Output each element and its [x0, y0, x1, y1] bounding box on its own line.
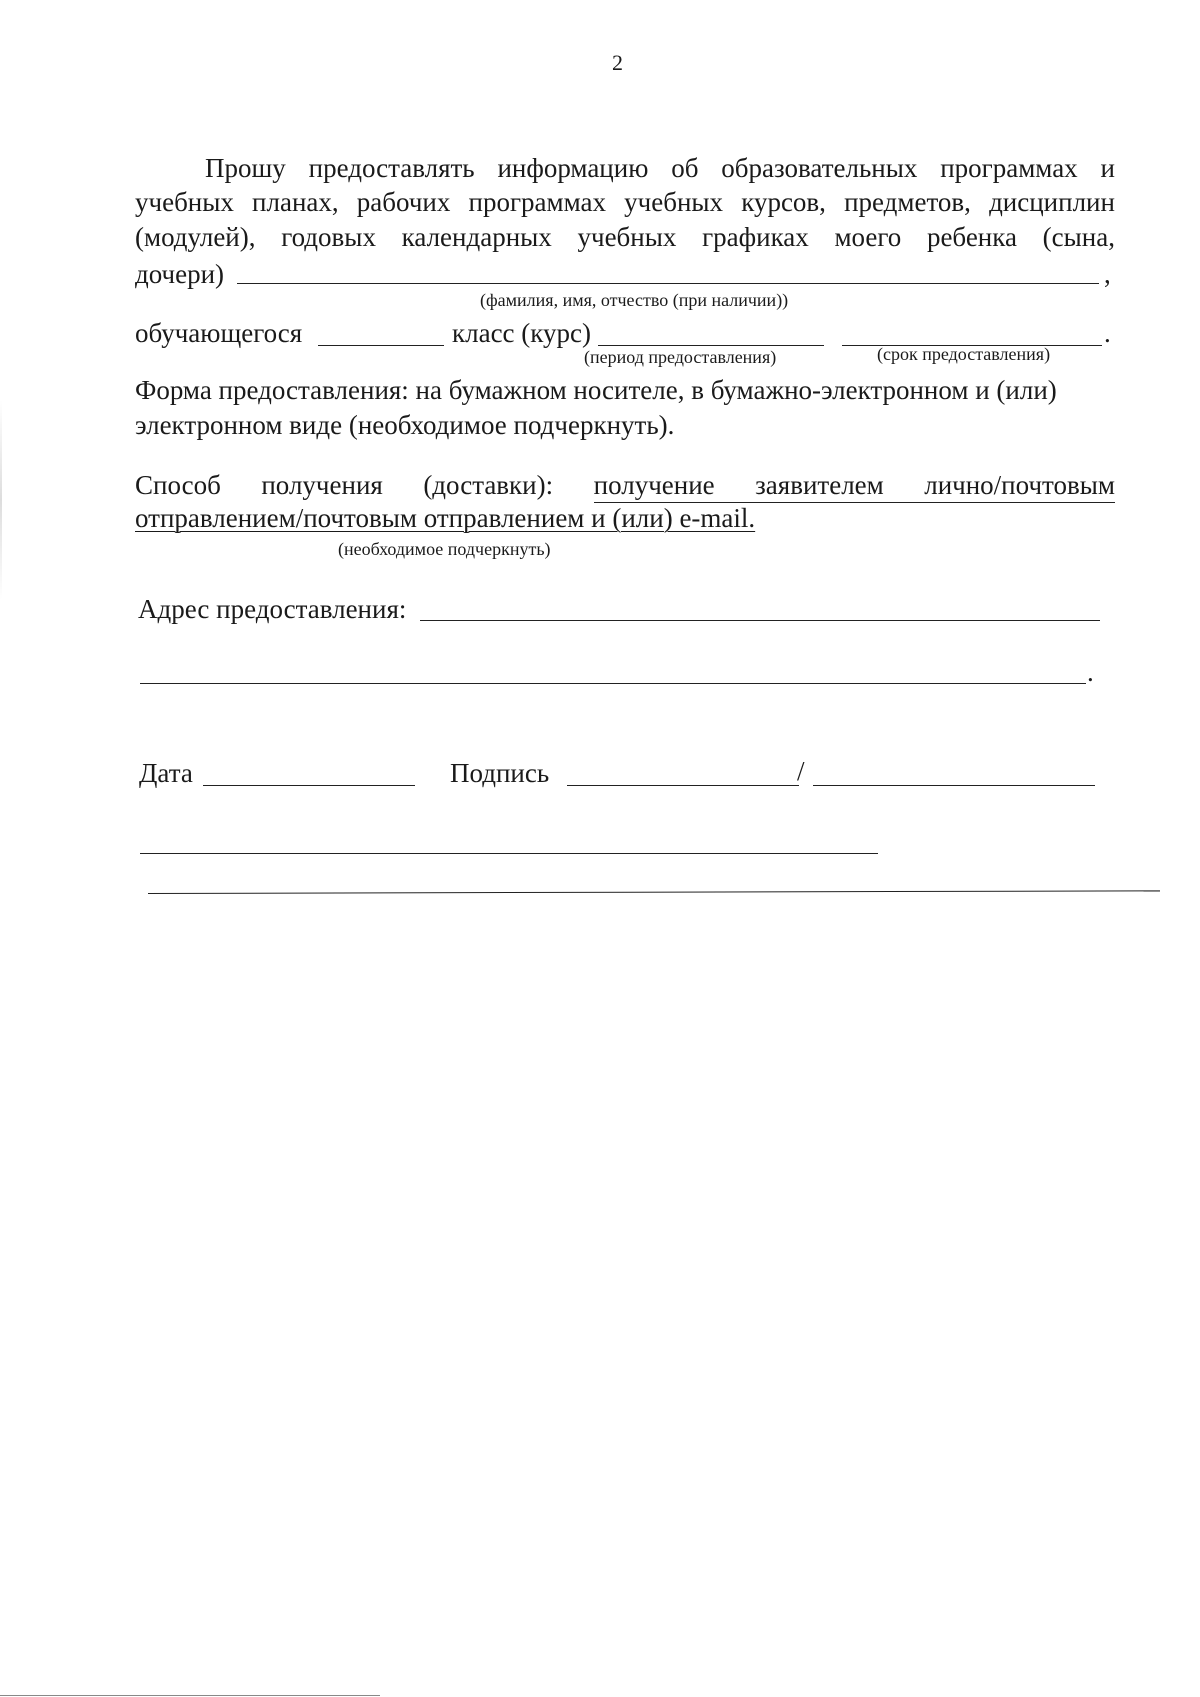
extra-field-2[interactable]: [148, 890, 1160, 894]
address-end: .: [1087, 657, 1094, 687]
date-label: Дата: [139, 758, 193, 788]
request-line-1-word-2: предоставлять: [308, 153, 475, 183]
address-field-2[interactable]: [140, 683, 1086, 684]
request-line-1-word-6: программах: [940, 153, 1078, 183]
request-line-2-word-8: дисциплин: [989, 187, 1115, 217]
term-caption: (срок предоставления): [877, 344, 1051, 364]
request-line-2-word-7: предметов,: [844, 187, 971, 217]
request-line-3: [135, 222, 1115, 253]
request-line-1: [205, 153, 1115, 184]
request-line-2-word-6: курсов,: [741, 187, 826, 217]
period-field[interactable]: [598, 345, 824, 346]
form-line-2: электронном виде (необходимое подчеркнуть).: [135, 410, 675, 440]
date-field[interactable]: [203, 785, 415, 786]
request-line-1-word-7: и: [1100, 153, 1115, 183]
request-line-3-word-8: (сына,: [1042, 222, 1115, 252]
request-line-2-word-5: учебных: [624, 187, 724, 217]
grade-field[interactable]: [318, 345, 444, 346]
request-line-1-word-4: об: [671, 153, 699, 183]
address-label: Адрес предоставления:: [138, 594, 407, 624]
name-caption: (фамилия, имя, отчество (при наличии)): [480, 290, 789, 310]
delivery-line-2: отправлением/почтовым отправлением и (или) e-mail.: [135, 503, 756, 533]
request-line-2-word-4: программах: [468, 187, 606, 217]
request-line-2: [135, 187, 1115, 218]
signature-field[interactable]: [567, 785, 799, 786]
request-line-3-word-7: ребенка: [926, 222, 1017, 252]
request-line-3-word-4: учебных: [577, 222, 677, 252]
signature-slash: /: [797, 756, 805, 786]
delivery-line-1: [135, 470, 1115, 501]
delivery-line-1-word-4: получение: [593, 470, 715, 500]
scan-mark-left: [0, 400, 2, 600]
request-line-2-word-3: рабочих: [356, 187, 451, 217]
period-caption: (период предоставления): [584, 347, 777, 367]
signature-name-field[interactable]: [813, 785, 1095, 786]
request-line-3-word-3: календарных: [401, 222, 552, 252]
request-line-1-word-3: информацию: [497, 153, 649, 183]
request-line-3-word-6: моего: [834, 222, 902, 252]
delivery-line-1-word-2: получения: [261, 470, 383, 500]
page-number: 2: [612, 50, 623, 75]
request-line-3-word-2: годовых: [281, 222, 376, 252]
form-line-1: Форма предоставления: на бумажном носителе, в бумажно-электронном и (или): [135, 375, 1057, 405]
delivery-caption: (необходимое подчеркнуть): [338, 539, 551, 559]
scan-mark-bottom: [0, 1695, 380, 1696]
request-line-2-word-2: планах,: [252, 187, 339, 217]
request-line-3-word-5: графиках: [702, 222, 809, 252]
request-line-1-word-5: образовательных: [721, 153, 918, 183]
extra-field-1[interactable]: [140, 853, 878, 854]
student-line-end: .: [1104, 318, 1111, 348]
comma-end: ,: [1104, 259, 1111, 289]
request-line-1-word-1: Прошу: [205, 153, 286, 183]
student-label: обучающегося: [135, 318, 303, 348]
daughter-label: дочери): [135, 259, 225, 289]
delivery-line-1-word-1: Способ: [135, 470, 221, 500]
child-name-field[interactable]: [237, 283, 1099, 284]
request-line-3-word-1: (модулей),: [135, 222, 256, 252]
class-label: класс (курс): [452, 318, 591, 348]
delivery-line-1-word-3: (доставки):: [423, 470, 554, 500]
signature-label: Подпись: [450, 758, 550, 788]
request-line-2-word-1: учебных: [135, 187, 234, 217]
address-field-1[interactable]: [420, 620, 1100, 621]
delivery-line-1-word-6: лично/почтовым: [924, 470, 1115, 500]
delivery-line-1-word-5: заявителем: [755, 470, 884, 500]
